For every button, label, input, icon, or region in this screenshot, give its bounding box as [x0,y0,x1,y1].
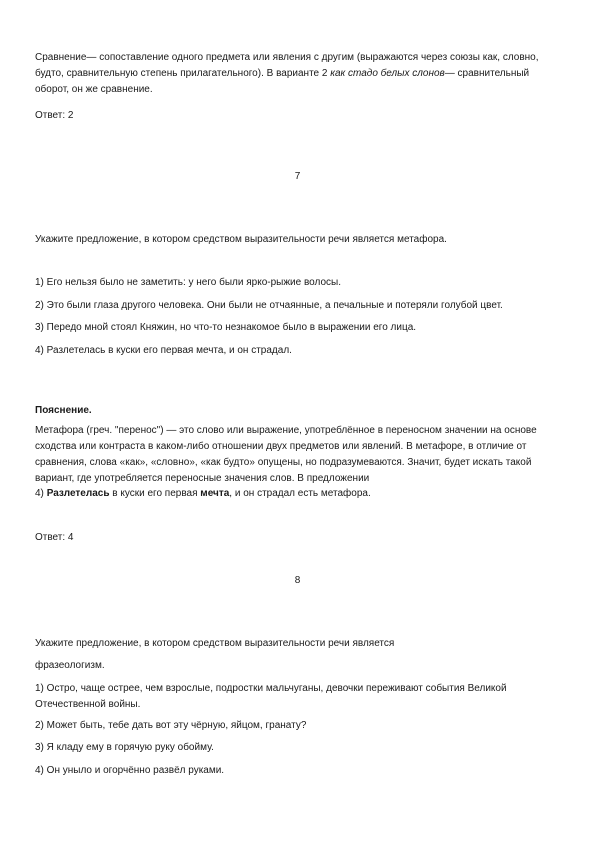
task8-option-1: 1) Остро, чаще острее, чем взрослые, подростки мальчуганы, девочки переживают события Великой Отечественной войны. [35,683,507,710]
task6-explanation-italic: как стадо белых слонов [330,68,445,79]
task8-question-line1: Укажите предложение, в котором средством выразительности речи является [35,638,395,649]
task7-explanation: Метафора (греч. "перенос") — это слово или выражение, употреблённое в переносном значении на основе сходства или контраста в каком-либо отношении двух предметов или явлений. В метафоре, в отличие от сравнения, слова «как», «словно», «как будто» опущены, но подразумеваются. Значит, будет искать такой вариант, где употребляется переносные значения слов. В предложении [35,425,537,484]
task8-option-3: 3) Я кладу ему в горячую руку обойму. [35,742,214,753]
task7-answer: Ответ: 4 [35,532,74,543]
task6-answer: Ответ: 2 [35,110,74,121]
task8-option-2: 2) Может быть, тебе дать вот эту чёрную, яйцом, гранату? [35,720,307,731]
task7-option-2: 2) Это были глаза другого человека. Они были не отчаянные, а печальные и потеряли голубой цвет. [35,300,503,311]
task7-explanation-heading-text: Пояснение. [35,405,92,416]
final-prefix: 4) [35,488,44,499]
task7-option-1: 1) Его нельзя было не заметить: у него были ярко-рыжие волосы. [35,277,341,288]
task7-option-3: 3) Передо мной стоял Княжин, но что-то незнакомое было в выражении его лица. [35,322,417,333]
task8-question-line2: фразеологизм. [35,660,105,671]
task6-explanation-end: — сравнительный оборот, он же сравнение. [35,68,530,95]
task8-option-4: 4) Он уныло и огорчённо развёл руками. [35,765,225,776]
task7-question: Укажите предложение, в котором средством выразительности речи является метафора. [35,234,447,245]
task7-number: 7 [294,171,301,182]
final-end: , и он страдал есть метафора. [229,488,371,499]
task6-explanation [35,50,550,98]
task7-explanation-final [35,486,550,502]
final-bold-noun: мечта [200,488,230,499]
final-bold-verb: Разлетелась [46,488,110,499]
task7-option-4: 4) Разлетелась в куски его первая мечта, и он страдал. [35,345,292,356]
task6-explanation-text: Сравнение— сопоставление одного предмета или явления с другим (выражаются через союзы как, словно, будто, сравнительную степень прилагательного). В варианте 2 [35,52,539,79]
final-mid: в куски его первая [112,488,198,499]
task7-explanation-heading [35,403,550,419]
task8-number: 8 [294,575,301,586]
